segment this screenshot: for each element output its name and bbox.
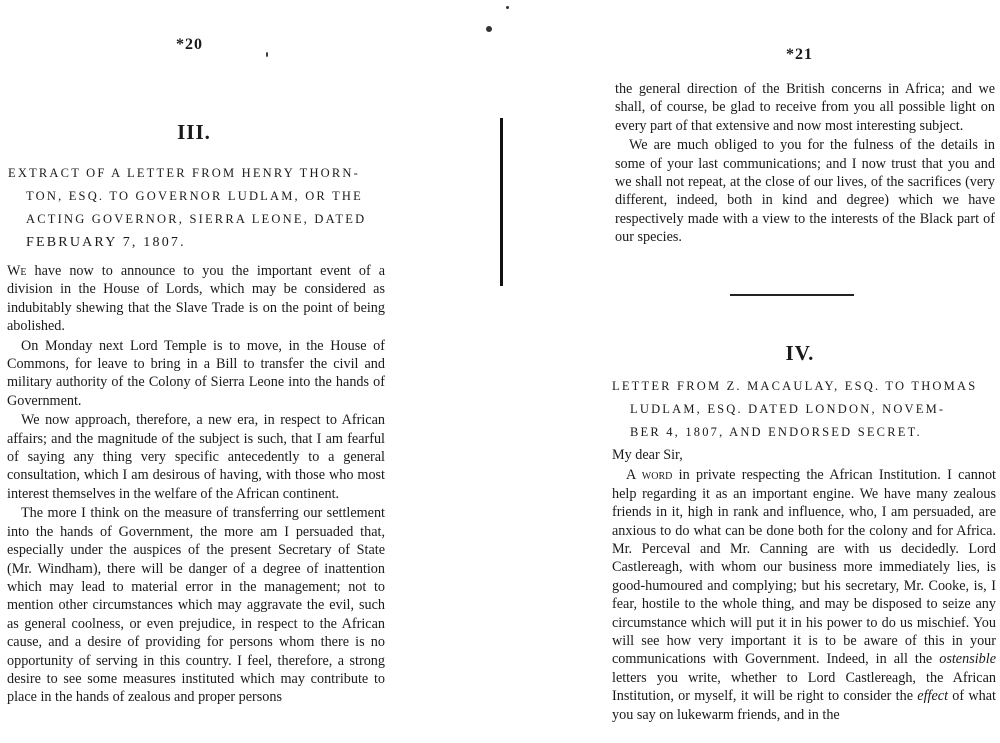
letter-heading: [8, 162, 384, 254]
paragraph-text: have now to announce to you the important event of a division in the House of Lords, which may be considered as indubitably shewing that the Slave Trade is on the point of being abolished.: [7, 263, 385, 335]
paragraph-text: of what you say on lukewarm friends, and in the: [612, 688, 996, 723]
drop-word: A word: [626, 467, 673, 484]
heading-line: EXTRACT OF A LETTER FROM HENRY THORN-: [8, 166, 361, 180]
paragraph: We are much obliged to you for the fulness of the details in some of your last communications; and I now trust that you and we shall not repeat, at the close of our lives, of the sacrifices (very different, indeed, both in kind and degree) which we have respectively made with a view to the interests of the Black part of our species.: [615, 137, 995, 246]
letter-body: [7, 262, 385, 708]
page-number: *21: [786, 46, 813, 63]
heading-line: LETTER FROM Z. MACAULAY, ESQ. TO THOMAS: [612, 379, 978, 393]
paragraph: We now approach, therefore, a new era, in respect to African affairs; and the magnitude of the subject is such, that I am fearful of saying any thing very specific antecedently to a general consultation, which I am desirous of having, with those who most interest themselves in the welfare of the African continent.: [7, 412, 385, 502]
paragraph: On Monday next Lord Temple is to move, in the House of Commons, for leave to bring in a Bill to transfer the civil and military authority of the Colony of Sierra Leone into the hands of Government.: [7, 337, 385, 409]
italic-word: ostensible: [939, 651, 996, 668]
section-divider: [730, 294, 854, 296]
letter-body-continued: [615, 80, 995, 248]
paragraph-text: letters you write, whether to Lord Castlereagh, the African Institution, or myself, it will be right to consider the: [612, 669, 996, 705]
paragraph: the general direction of the British concerns in Africa; and we shall, of course, be glad to receive from you all possible light on every part of that extensive and now most interesting subject.: [615, 81, 995, 134]
salutation: My dear Sir,: [612, 447, 683, 463]
paragraph: [7, 262, 385, 336]
ink-speck: [486, 26, 492, 32]
page-number: *20: [176, 36, 203, 53]
drop-word: We: [7, 263, 27, 279]
heading-line: FEBRUARY 7, 1807.: [26, 235, 186, 250]
italic-word: effect: [917, 688, 949, 705]
paragraph: [612, 466, 996, 724]
paragraph-text: in private respecting the African Institution. I cannot help regarding it as an important engine. We have many zealous friends in it, high in rank and influence, who, I am persuaded, are anxious to do what can be done both for the colony and for Africa. Mr. Perceval and Mr. Canning are with us decidedly. Lord Castlereagh, with whom our business more immediately lies, is good-humoured and complying; but his secretary, Mr. Cooke, is, I fear, hostile to the whole thing, and may be disposed to seize any circumstance which will put it in his power to do us mischief. You will see how very important it is to be aware of this in your communications with Government. Indeed, in all the: [612, 467, 996, 668]
letter-heading: [612, 375, 996, 444]
letter-body: [612, 446, 996, 725]
heading-line: ACTING GOVERNOR, SIERRA LEONE, DATED: [26, 212, 367, 226]
heading-line: TON, ESQ. TO GOVERNOR LUDLAM, OR THE: [26, 189, 363, 203]
right-page: [500, 0, 1000, 743]
paragraph: The more I think on the measure of transferring our settlement into the hands of Government, the more am I persuaded that, especially under the auspices of the present Secretary of State (Mr. Windham), there will be danger of a degree of inattention which may lead to material error in the management; not to mention other circumstances which may aggravate the evil, such as general coolness, or even prejudice, in respect to the African cause, and a desire of providing for persons whom there is no opportunity of serving in this country. I feel, therefore, a strong desire to see some measures instituted which may contribute to place in the hands of zealous and proper persons: [7, 505, 385, 706]
heading-line: BER 4, 1807, AND ENDORSED SECRET.: [630, 425, 922, 439]
section-number: III.: [177, 120, 211, 144]
ink-speck: [266, 52, 268, 57]
heading-line: LUDLAM, ESQ. DATED LONDON, NOVEM-: [630, 402, 946, 416]
section-number: IV.: [785, 341, 815, 365]
